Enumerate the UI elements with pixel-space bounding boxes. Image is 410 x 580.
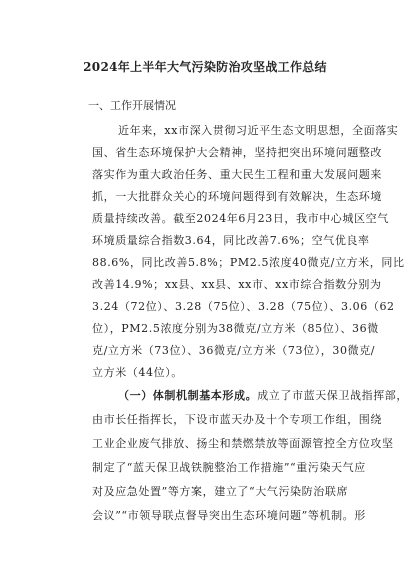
paragraph-line: 国、省生态环境保护大会精神，坚持把突出环境问题整改 xyxy=(92,146,382,159)
paragraph-line: 位），PM2.5浓度分别为38微克/立方米（85位）、36微 xyxy=(92,322,379,335)
paragraph-line: 对及应急处置”等方案，建立了“大气污染防治联席 xyxy=(92,485,349,498)
paragraph-line: 立方米（44位）。 xyxy=(92,366,183,379)
paragraph-line xyxy=(118,389,409,403)
paragraph-line: 抓，一大批群众关心的环境问题得到有效解决，生态环境 xyxy=(92,190,382,203)
paragraph-line: 落实作为重大政治任务、重大民生工程和重大发展问题来 xyxy=(92,168,382,181)
paragraph-line: 3.24（72位）、3.28（75位）、3.28（75位）、3.06（62 xyxy=(92,300,395,313)
document-title: 2024年上半年大气污染防治攻坚战工作总结 xyxy=(83,60,327,74)
paragraph-line: 会议”“市领导联点督导突出生态环境问题”等机制。形 xyxy=(92,509,366,522)
paragraph-line: 环境质量综合指数3.64，同比改善7.6%；空气优良率 xyxy=(92,234,370,247)
subsection-heading: （一）体制机制基本形成。 xyxy=(118,389,258,402)
paragraph-text: 成立了市蓝天保卫战指挥部， xyxy=(257,389,409,402)
paragraph-line: 88.6%，同比改善5.8%；PM2.5浓度40微克/立方米，同比 xyxy=(92,256,405,269)
paragraph-line: 质量持续改善。截至2024年6月23日，我市中心城区空气 xyxy=(92,212,389,225)
paragraph-line: 近年来，xx市深入贯彻习近平生态文明思想，全面落实 xyxy=(118,124,399,137)
paragraph-line: 制定了“蓝天保卫战铁腕整治工作措施”“重污染天气应 xyxy=(92,461,366,474)
paragraph-line: 改善14.9%；xx县、xx县、xx市、xx市综合指数分别为 xyxy=(92,278,382,291)
paragraph-line: 克/立方米（73位）、36微克/立方米（73位），30微克/ xyxy=(92,344,376,357)
section-heading: 一、工作开展情况 xyxy=(88,99,176,112)
paragraph-line: 工业企业废气排放、扬尘和禁燃禁放等面源管控全方位攻坚 xyxy=(92,437,394,450)
paragraph-line: 由市长任指挥长，下设市蓝天办及十个专项工作组，围绕 xyxy=(92,413,382,426)
